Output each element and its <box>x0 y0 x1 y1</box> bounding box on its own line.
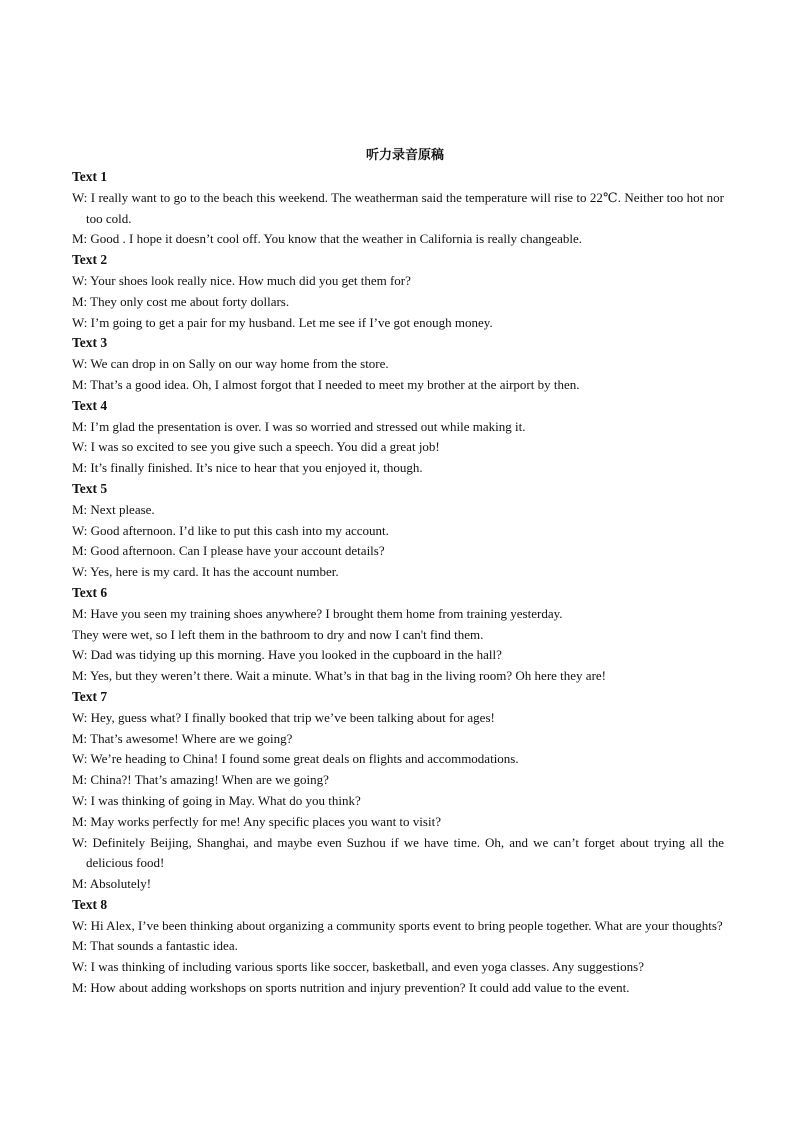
dialogue-line: M: That sounds a fantastic idea. <box>72 938 238 954</box>
dialogue-line: M: Have you seen my training shoes anywhere? I brought them home from training yesterday. <box>72 605 563 621</box>
dialogue-line: W: I was so excited to see you give such a speech. You did a great job! <box>72 439 440 455</box>
dialogue-line: M: China?! That’s amazing! When are we going? <box>72 772 329 788</box>
dialogue-line: W: I really want to go to the beach this weekend. The weatherman said the temperature will rise to 22℃. Neither too hot nor too cold. <box>72 189 724 226</box>
dialogue-line: M: I’m glad the presentation is over. I was so worried and stressed out while making it. <box>72 418 526 434</box>
dialogue-line: M: That’s awesome! Where are we going? <box>72 730 293 746</box>
dialogue-line: W: Yes, here is my card. It has the account number. <box>72 564 339 580</box>
dialogue-line: They were wet, so I left them in the bathroom to dry and now I can't find them. <box>72 626 484 642</box>
dialogue-line: M: Yes, but they weren’t there. Wait a minute. What’s in that bag in the living room? Oh here they are! <box>72 668 606 684</box>
section-heading-text-6: Text 6 <box>72 584 108 600</box>
dialogue-line: M: They only cost me about forty dollars. <box>72 293 290 309</box>
dialogue-line: M: That’s a good idea. Oh, I almost forgot that I needed to meet my brother at the airport by then. <box>72 376 580 392</box>
dialogue-line: M: Next please. <box>72 501 155 517</box>
dialogue-line: M: It’s finally finished. It’s nice to hear that you enjoyed it, though. <box>72 460 423 476</box>
section-heading-text-1: Text 1 <box>72 169 108 184</box>
section-heading-text-4: Text 4 <box>72 397 108 413</box>
dialogue-line: W: We’re heading to China! I found some great deals on flights and accommodations. <box>72 751 519 767</box>
dialogue-line: M: May works perfectly for me! Any specific places you want to visit? <box>72 813 441 829</box>
dialogue-line: W: Hi Alex, I’ve been thinking about organizing a community sports event to bring people together. What are your thoughts? <box>72 917 723 933</box>
dialogue-line: W: Dad was tidying up this morning. Have you looked in the cupboard in the hall? <box>72 647 502 663</box>
dialogue-line: W: Definitely Beijing, Shanghai, and maybe even Suzhou if we have time. Oh, and we can’t forget about trying all the delicious food! <box>72 834 724 871</box>
section-heading-text-7: Text 7 <box>72 688 108 704</box>
dialogue-line: M: Good . I hope it doesn’t cool off. You know that the weather in California is really changeable. <box>72 231 583 247</box>
dialogue-line: M: Good afternoon. Can I please have your account details? <box>72 543 385 559</box>
section-heading-text-8: Text 8 <box>72 896 108 912</box>
dialogue-line: W: I’m going to get a pair for my husband. Let me see if I’ve got enough money. <box>72 314 493 330</box>
dialogue-line: M: Absolutely! <box>72 876 152 892</box>
transcript-page <box>72 146 724 999</box>
section-heading-text-2: Text 2 <box>72 252 108 268</box>
dialogue-line: M: How about adding workshops on sports nutrition and injury prevention? It could add value to the event. <box>72 980 630 996</box>
dialogue-line: W: Good afternoon. I’d like to put this cash into my account. <box>72 522 389 538</box>
dialogue-line: W: I was thinking of including various sports like soccer, basketball, and even yoga classes. Any suggestions? <box>72 959 644 975</box>
dialogue-line: W: We can drop in on Sally on our way home from the store. <box>72 356 389 372</box>
dialogue-line: W: Hey, guess what? I finally booked that trip we’ve been talking about for ages! <box>72 709 495 725</box>
section-heading-text-3: Text 3 <box>72 335 108 351</box>
page-title: 听力录音原稿 <box>365 148 444 163</box>
dialogue-line: W: I was thinking of going in May. What do you think? <box>72 792 361 808</box>
dialogue-line: W: Your shoes look really nice. How much did you get them for? <box>72 272 411 288</box>
section-heading-text-5: Text 5 <box>72 480 108 496</box>
